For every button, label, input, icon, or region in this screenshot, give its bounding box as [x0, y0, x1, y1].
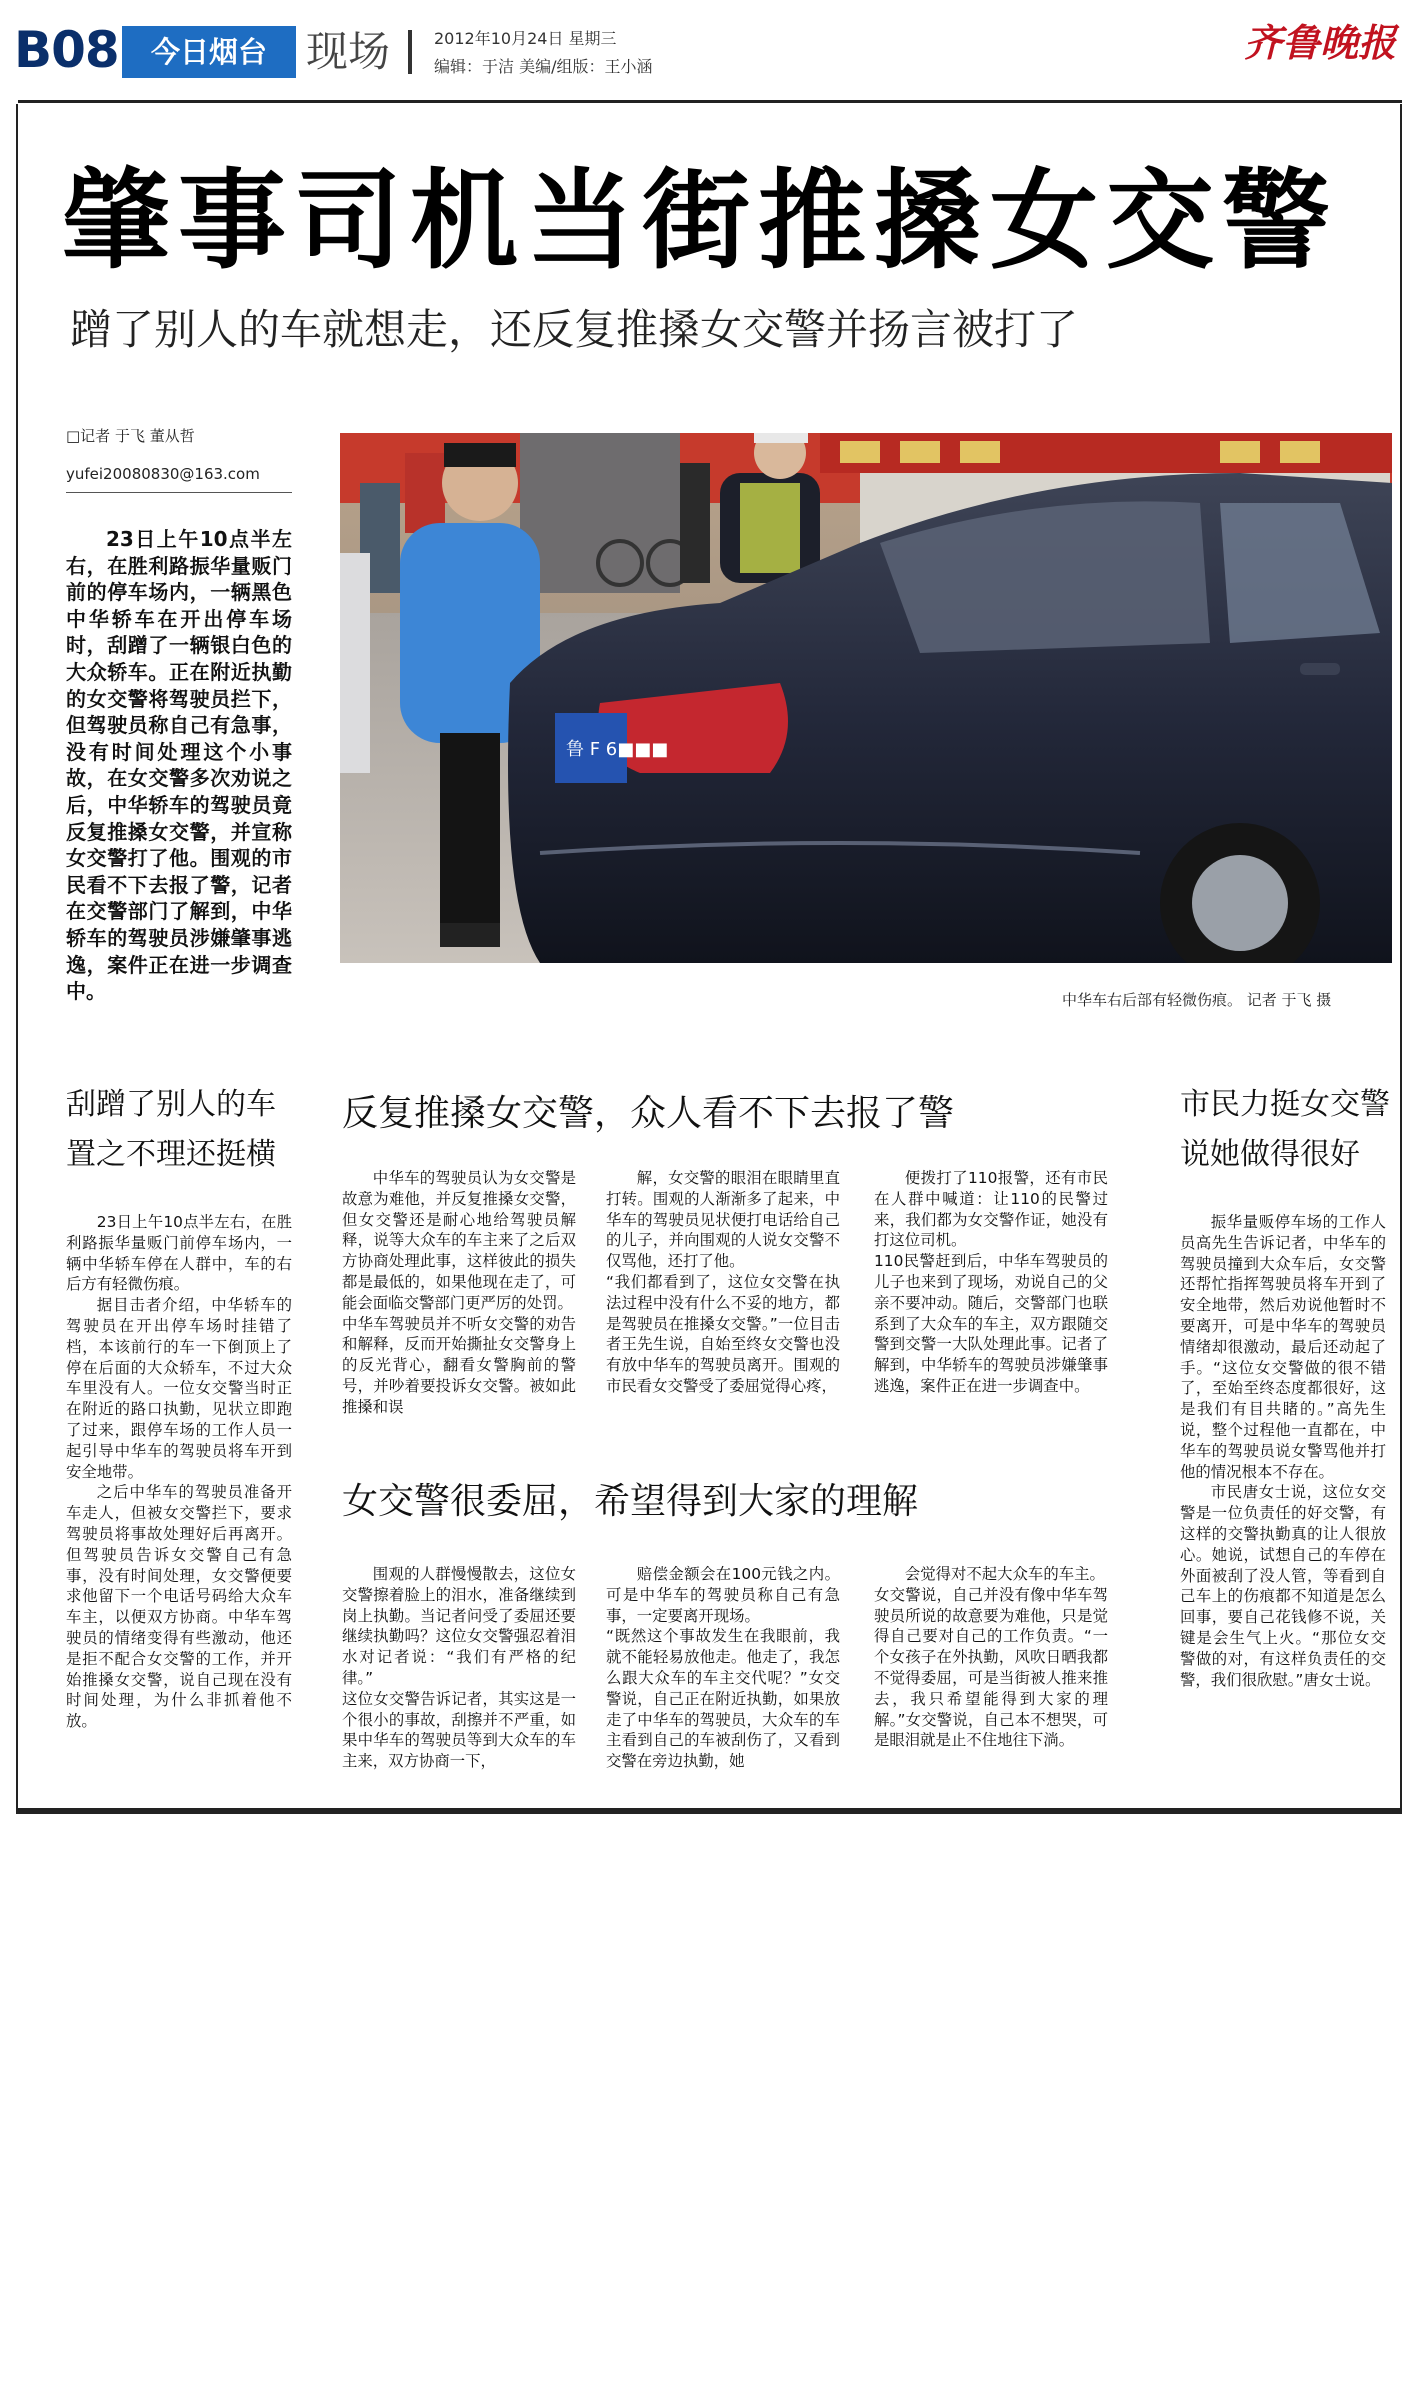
byline: □记者 于飞 董从哲 [66, 427, 195, 445]
right-section-body [1180, 1212, 1386, 1690]
middle-2-col-1: 围观的人群慢慢散去，这位女交警擦着脸上的泪水，准备继续到岗上执勤。当记者问受了委屈还要继续执勤吗？这位女交警强忍着泪水对记者说：“我们有严格的纪律。” 这位女交警告诉记者，其实这是一个很小的事故，刮擦并不严重，如果中华车的驾驶员等到大众车的车主来，双方协商一下， [342, 1565, 576, 1771]
lede-paragraph: 23日上午10点半左右，在胜利路振华量贩门前的停车场内，一辆黑色中华轿车在开出停车场时，刮蹭了一辆银白色的大众轿车。正在附近执勤的女交警将驾驶员拦下，但驾驶员称自己有急事，没有时间处理这个小事故，在女交警多次劝说之后，中华轿车的驾驶员竟反复推搡女交警，并宣称女交警打了他。围观的市民看不下去报了警，记者在交警部门了解到，中华轿车的驾驶员涉嫌肇事逃逸，案件正在进一步调查中。 [66, 527, 292, 1004]
newspaper-logo: 齐鲁晚报 [1244, 20, 1397, 65]
article-headline: 肇事司机当街推搡女交警 [62, 159, 1339, 284]
left-paragraph: 之后中华车的驾驶员准备开车走人，但被女交警拦下，要求驾驶员将事故处理好后再离开。但驾驶员告诉女交警自己有急事，没有时间处理，女交警便要求他留下一个电话号码给大众车车主，以便双方协商。中华车驾驶员的情绪变得有些激动，他还是拒不配合女交警的工作，并开始推搡女交警，说自己现在没有时间处理，为什么非抓着他不放。 [66, 1483, 292, 1731]
issue-date: 2012年10月24日 星期三 [434, 29, 617, 48]
section-name: 现场 [306, 27, 391, 76]
right-section-heading: 市民力挺女交警说她做得很好 [1180, 1087, 1390, 1172]
top-rule [18, 100, 1402, 103]
photo-caption: 中华车右后部有轻微伤痕。 记者 于飞 摄 [1062, 991, 1332, 1009]
news-photo [340, 433, 1392, 963]
left-paragraph: 23日上午10点半左右，在胜利路振华量贩门前停车场内，一辆中华轿车停在人群中，车的右后方有轻微伤痕。 [66, 1213, 292, 1294]
middle-2-col-2: 赔偿金额会在100元钱之内。可是中华车的驾驶员称自己有急事，一定要离开现场。 “既然这个事故发生在我眼前，我就不能轻易放他走。他走了，我怎么跟大众车的车主交代呢？”女交警说，自己正在附近执勤，如果放走了中华车的驾驶员，大众车的车主看到自己的车被刮伤了，又看到交警在旁边执勤，她 [606, 1565, 840, 1771]
middle-heading-2: 女交警很委屈，希望得到大家的理解 [342, 1481, 919, 1522]
left-paragraph: 据目击者介绍，中华轿车的驾驶员在开出停车场时挂错了档，本该前行的车一下倒顶上了停在后面的大众轿车，不过大众车里没有人。一位女交警当时正在附近的路口执勤，见状立即跑了过来，跟停车场的工作人员一起引导中华车的驾驶员将车开到安全地带。 [66, 1296, 292, 1481]
middle-1-col-3: 便拨打了110报警，还有市民在人群中喊道：让110的民警过来，我们都为女交警作证，她没有打这位司机。 110民警赶到后，中华车驾驶员的儿子也来到了现场，劝说自己的父亲不要冲动。随后，交警部门也联系到了大众车的车主，双方跟随交警到交警一大队处理此事。记者了解到，中华轿车的驾驶员涉嫌肇事逃逸，案件正在进一步调查中。 [874, 1169, 1108, 1395]
article-subheadline: 蹭了别人的车就想走，还反复推搡女交警并扬言被打了 [70, 305, 1079, 354]
section-tag: 今日烟台 [122, 26, 296, 78]
middle-2-col-3: 会觉得对不起大众车的车主。 女交警说，自己并没有像中华车驾驶员所说的故意要为难他，只是觉得自己要对自己的工作负责。“一个女孩子在外执勤，风吹日晒我都不觉得委屈，可是当街被人推来推去，我只希望能得到大家的理解。”女交警说，自己本不想哭，可是眼泪就是止不住地往下淌。 [874, 1565, 1108, 1750]
bottom-rule [16, 1808, 1402, 1814]
middle-1-col-2: 解，女交警的眼泪在眼睛里直打转。围观的人渐渐多了起来，中华车的驾驶员见状便打电话给自己的儿子，并向围观的人说女交警不仅骂他，还打了他。 “我们都看到了，这位女交警在执法过程中没有什么不妥的地方，都是驾驶员在推搡女交警。”一位目击者王先生说，自始至终女交警也没有放中华车的驾驶员离开。围观的市民看女交警受了委屈觉得心疼， [606, 1169, 840, 1395]
left-section-heading: 刮蹭了别人的车置之不理还挺横 [66, 1087, 276, 1172]
license-plate: 鲁 F 6■■■ [566, 739, 669, 760]
byline-rule [66, 492, 292, 493]
header-divider [408, 30, 412, 74]
right-paragraph: 市民唐女士说，这位女交警是一位负责任的好交警，有这样的交警执勤真的让人很放心。她说，试想自己的车停在外面被刮了没人管，等看到自己车上的伤痕都不知道是怎么回事，要自己花钱修不说，关键是会生气上火。“那位女交警做的对，有这样负责任的交警，我们很欣慰。”唐女士说。 [1180, 1483, 1386, 1689]
reporter-email: yufei20080830@163.com [66, 465, 260, 483]
photo-illustration [340, 433, 1392, 963]
page-number: B08 [14, 21, 119, 79]
editor-credits: 编辑：于洁 美编/组版：王小涵 [434, 57, 653, 76]
left-section-body [66, 1212, 292, 1732]
middle-1-col-1: 中华车的驾驶员认为女交警是故意为难他，并反复推搡女交警，但女交警还是耐心地给驾驶员解释，说等大众车的车主来了之后双方协商处理此事，这样彼此的损失都是最低的，如果他现在走了，可能会面临交警部门更严厉的处罚。 中华车驾驶员并不听女交警的劝告和解释，反而开始撕扯女交警身上的反光背心，翻看女警胸前的警号，并吵着要投诉女交警。被如此推搡和误 [342, 1169, 576, 1416]
middle-heading-1: 反复推搡女交警，众人看不下去报了警 [342, 1093, 955, 1134]
right-paragraph: 振华量贩停车场的工作人员高先生告诉记者，中华车的驾驶员撞到大众车后，女交警还帮忙指挥驾驶员将车开到了安全地带，然后劝说他暂时不要离开，可是中华车的驾驶员情绪却很激动，最后还动起了手。“这位女交警做的很不错了，至始至终态度都很好，这是我们有目共睹的。”高先生说，整个过程他一直都在，中华车的驾驶员说女警骂他并打他的情况根本不存在。 [1180, 1213, 1386, 1481]
